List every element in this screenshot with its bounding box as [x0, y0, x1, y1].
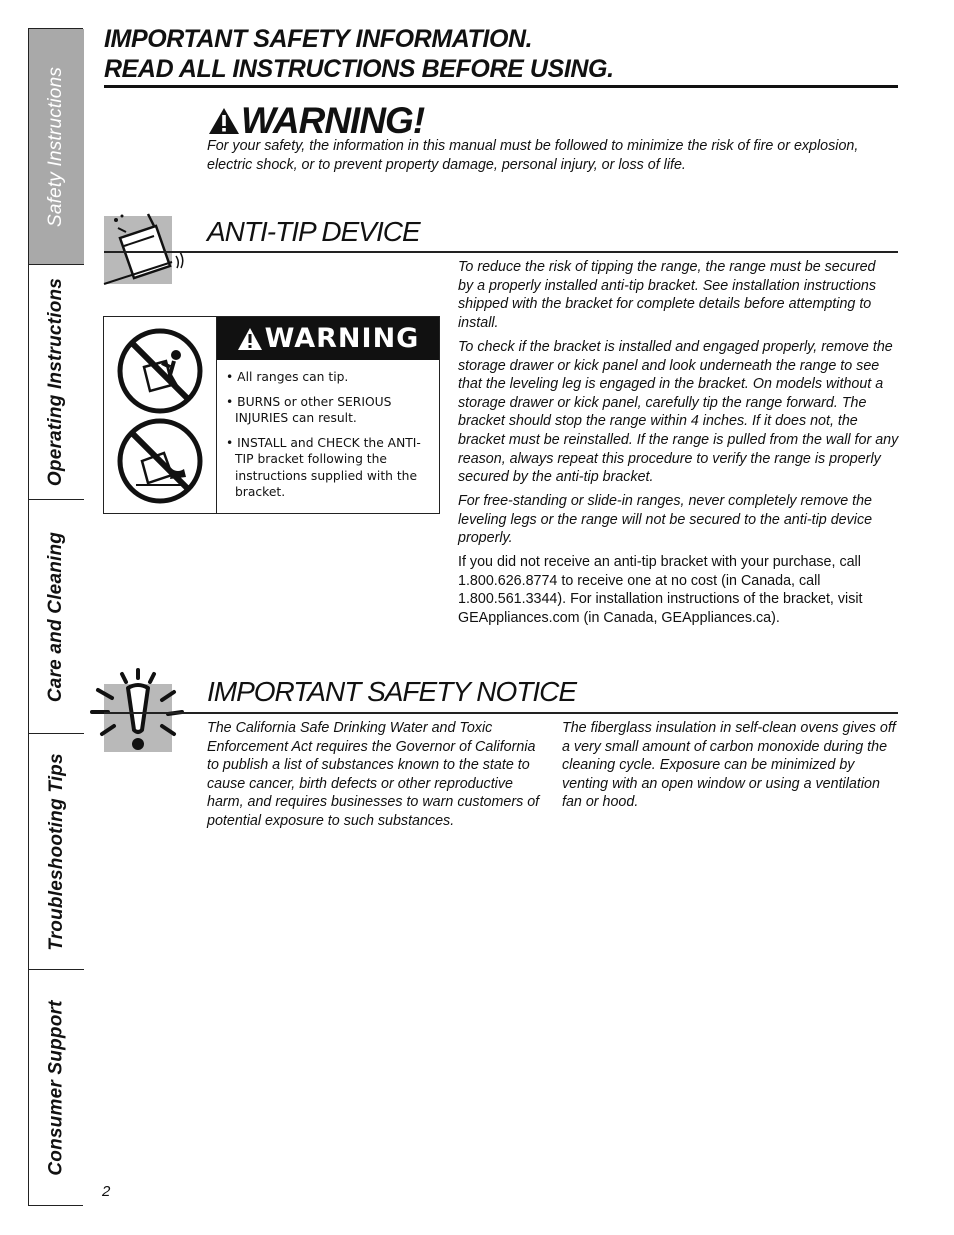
- tab-label: Safety Instructions: [45, 66, 67, 227]
- label-warning-banner: [217, 317, 439, 360]
- exclamation-icon: [88, 668, 188, 768]
- warning-title: WARNING!: [241, 100, 425, 141]
- header-divider: [104, 85, 898, 88]
- anti-tip-paragraph-1: To reduce the risk of tipping the range, the range must be secured by a properly installed anti-tip bracket. See installation instructions shipped with the bracket for complete details before attempting to install.: [458, 259, 877, 331]
- safety-notice-title: IMPORTANT SAFETY NOTICE: [207, 676, 577, 707]
- anti-tip-warning-label: [103, 316, 440, 514]
- no-tipping-range-icon: [116, 417, 204, 505]
- anti-tip-paragraph-3: For free-standing or slide-in ranges, never completely remove the leveling legs or the range will not be secured to the anti-tip device properly.: [458, 493, 873, 547]
- anti-tip-paragraph-4: If you did not receive an anti-tip bracket with your purchase, call 1.800.626.8774 to receive one at no cost (in Canada, call 1.800.561.3344). For installation instructions of the bracket, visit GEAppliances.com (in Canada, GEAppliances.ca).: [458, 554, 863, 626]
- header-line-1: IMPORTANT SAFETY INFORMATION.: [104, 25, 533, 53]
- page-number: 2: [102, 1183, 111, 1200]
- label-warning-item: • BURNS or other SERIOUS INJURIES can result.: [226, 394, 392, 425]
- tab-care-and-cleaning[interactable]: [29, 500, 84, 734]
- section-tabs: [28, 28, 83, 1206]
- tipping-range-icon: [88, 200, 188, 300]
- label-banner-text: WARNING: [264, 323, 420, 354]
- header-line-2: READ ALL INSTRUCTIONS BEFORE USING.: [104, 55, 614, 83]
- tab-label: Troubleshooting Tips: [45, 752, 67, 951]
- safety-notice-divider: [104, 712, 898, 714]
- label-warning-list: [226, 369, 431, 509]
- anti-tip-paragraph-2: To check if the bracket is installed and engaged properly, remove the storage drawer or kick panel and look underneath the range to see that the leveling leg is engaged in the bracket. On models without a storage drawer or kick panel, carefully tip the range forward. The bracket should stop the range within 4 inches. If it does not, the bracket must be reinstalled. If the range is pulled from the wall for any reason, always repeat this procedure to verify the range is properly secured by the anti-tip bracket.: [458, 339, 899, 486]
- safety-notice-column-1: The California Safe Drinking Water and Toxic Enforcement Act requires the Governor of California to publish a list of substances known to the state to cause cancer, birth defects or other reproductive harm, and requires businesses to warn customers of potential exposure to such substances.: [207, 720, 540, 829]
- tab-troubleshooting-tips[interactable]: [29, 734, 84, 970]
- warning-triangle-icon: [237, 327, 263, 351]
- tab-consumer-support[interactable]: [29, 970, 84, 1205]
- label-pictograms: [104, 317, 217, 513]
- exclamation-icon-box: [104, 684, 172, 752]
- page-header: [104, 24, 898, 84]
- tab-operating-instructions[interactable]: [29, 265, 84, 500]
- tab-label: Care and Cleaning: [45, 531, 67, 702]
- tab-label: Operating Instructions: [45, 277, 67, 487]
- warning-heading: [207, 100, 424, 142]
- anti-tip-divider: [104, 251, 898, 253]
- label-warning-item: • INSTALL and CHECK the ANTI-TIP bracket following the instructions supplied with the bracket.: [226, 435, 421, 499]
- anti-tip-title: ANTI-TIP DEVICE: [207, 216, 420, 247]
- tipping-range-icon-box: [104, 216, 172, 284]
- tab-safety-instructions[interactable]: [29, 29, 84, 265]
- tab-label: Consumer Support: [45, 999, 67, 1176]
- label-warning-item: • All ranges can tip.: [226, 370, 349, 384]
- warning-triangle-icon: [207, 106, 241, 136]
- safety-notice-column-2: The fiberglass insulation in self-clean ovens gives off a very small amount of carbon monoxide during the cleaning cycle. Exposure can be minimized by venting with an open window or using a ventilation fan or hood.: [562, 720, 896, 811]
- no-climbing-range-icon: [116, 327, 204, 415]
- warning-text: For your safety, the information in this manual must be followed to minimize the risk of fire or explosion, electric shock, or to prevent property damage, personal injury, or loss of life.: [207, 138, 859, 173]
